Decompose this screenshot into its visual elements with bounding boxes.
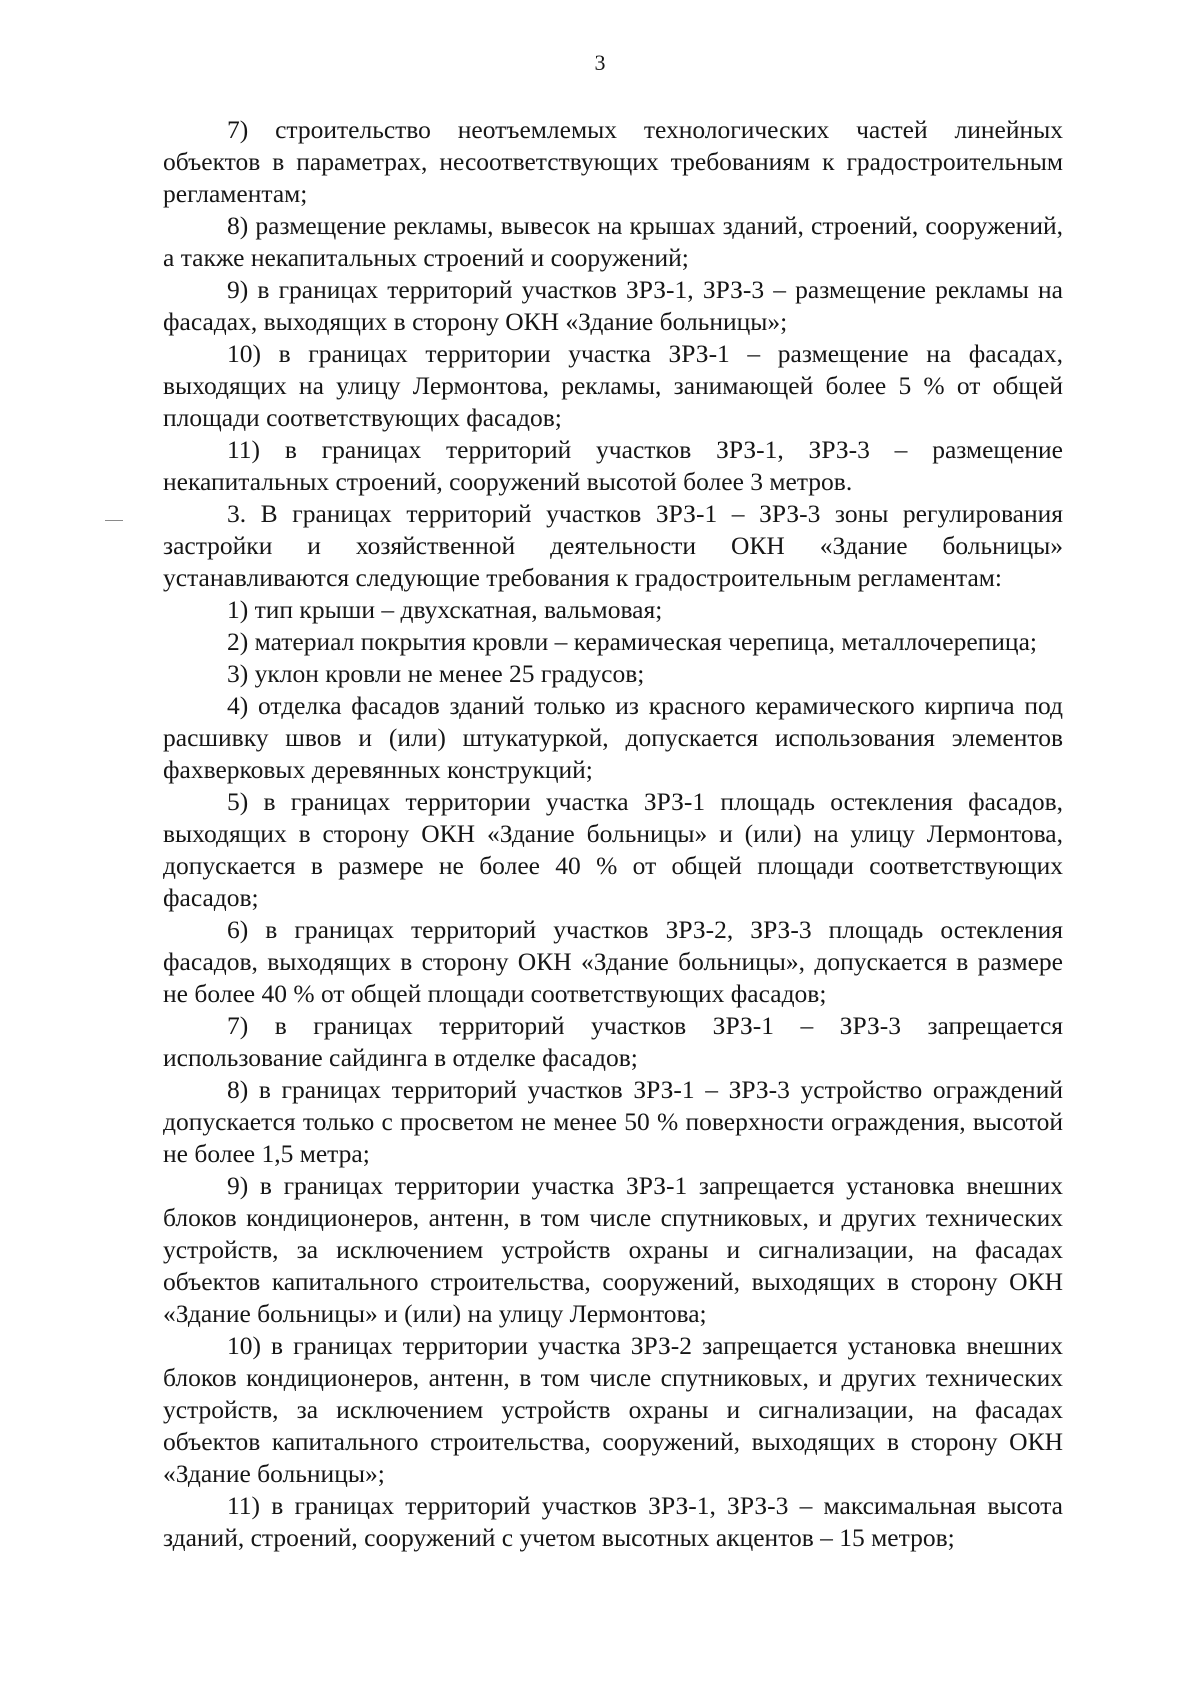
page-number: 3: [594, 50, 606, 75]
paragraph-req-11-max-height: 11) в границах территорий участков ЗРЗ-1, ЗРЗ-3 – максимальная высота зданий, строений, сооружений с учетом высотных акцентов – 15 метров;: [163, 1491, 1063, 1552]
paragraph-section-3-requirements: 3. В границах территорий участков ЗРЗ-1 – ЗРЗ-3 зоны регулирования застройки и хозяйственной деятельности ОКН «Здание больницы» устанавливаются следующие требования к градостроительным регламентам:: [163, 499, 1063, 592]
paragraph-item-8-roof-advertising: 8) размещение рекламы, вывесок на крышах зданий, строений, сооружений, а также некапитальных строений и сооружений;: [163, 211, 1063, 272]
margin-mark: [105, 520, 123, 521]
paragraph-req-5-glazing-zrz1: 5) в границах территории участка ЗРЗ-1 площадь остекления фасадов, выходящих в сторону ОКН «Здание больницы» и (или) на улицу Лермонтова, допускается в размере не более 40 % от общей площади соответствующих фасадов;: [163, 787, 1063, 912]
paragraph-req-9-devices-zrz1: 9) в границах территории участка ЗРЗ-1 запрещается установка внешних блоков кондиционеров, антенн, в том числе спутниковых, и других технических устройств, за исключением устройств охраны и сигнализации, на фасадах объектов капитального строительства, сооружений, выходящих в сторону ОКН «Здание больницы» и (или) на улицу Лермонтова;: [163, 1171, 1063, 1328]
paragraph-req-2-roof-material: 2) материал покрытия кровли – керамическая черепица, металлочерепица;: [227, 627, 1037, 656]
paragraph-item-7-linear-objects: 7) строительство неотъемлемых технологических частей линейных объектов в параметрах, несоответствующих требованиям к градостроительным регламентам;: [163, 115, 1063, 208]
paragraph-item-11-nonpermanent-structures: 11) в границах территорий участков ЗРЗ-1, ЗРЗ-3 – размещение некапитальных строений, сооружений высотой более 3 метров.: [163, 435, 1063, 496]
paragraph-item-9-facade-advertising: 9) в границах территорий участков ЗРЗ-1, ЗРЗ-3 – размещение рекламы на фасадах, выходящих в сторону ОКН «Здание больницы»;: [163, 275, 1063, 336]
paragraph-req-8-fences: 8) в границах территорий участков ЗРЗ-1 – ЗРЗ-3 устройство ограждений допускается только с просветом не менее 50 % поверхности ограждения, высотой не более 1,5 метра;: [163, 1075, 1063, 1168]
paragraph-req-10-devices-zrz2: 10) в границах территории участка ЗРЗ-2 запрещается установка внешних блоков кондиционеров, антенн, в том числе спутниковых, и других технических устройств, за исключением устройств охраны и сигнализации, на фасадах объектов капитального строительства, сооружений, выходящих в сторону ОКН «Здание больницы»;: [163, 1331, 1063, 1488]
paragraph-req-6-glazing-zrz2-zrz3: 6) в границах территорий участков ЗРЗ-2, ЗРЗ-3 площадь остекления фасадов, выходящих в сторону ОКН «Здание больницы», допускается в размере не более 40 % от общей площади соответствующих фасадов;: [163, 915, 1063, 1008]
paragraph-req-7-siding: 7) в границах территорий участков ЗРЗ-1 – ЗРЗ-3 запрещается использование сайдинга в отделке фасадов;: [163, 1011, 1063, 1072]
paragraph-req-1-roof-type: 1) тип крыши – двухскатная, вальмовая;: [227, 595, 663, 624]
paragraph-req-3-roof-slope: 3) уклон кровли не менее 25 градусов;: [227, 659, 645, 688]
document-body: [163, 114, 1063, 1554]
paragraph-req-4-facade-finish: 4) отделка фасадов зданий только из красного керамического кирпича под расшивку швов и (или) штукатуркой, допускается использования элементов фахверковых деревянных конструкций;: [163, 691, 1063, 784]
paragraph-item-10-lermontov-advertising: 10) в границах территории участка ЗРЗ-1 – размещение на фасадах, выходящих на улицу Лермонтова, рекламы, занимающей более 5 % от общей площади соответствующих фасадов;: [163, 339, 1063, 432]
